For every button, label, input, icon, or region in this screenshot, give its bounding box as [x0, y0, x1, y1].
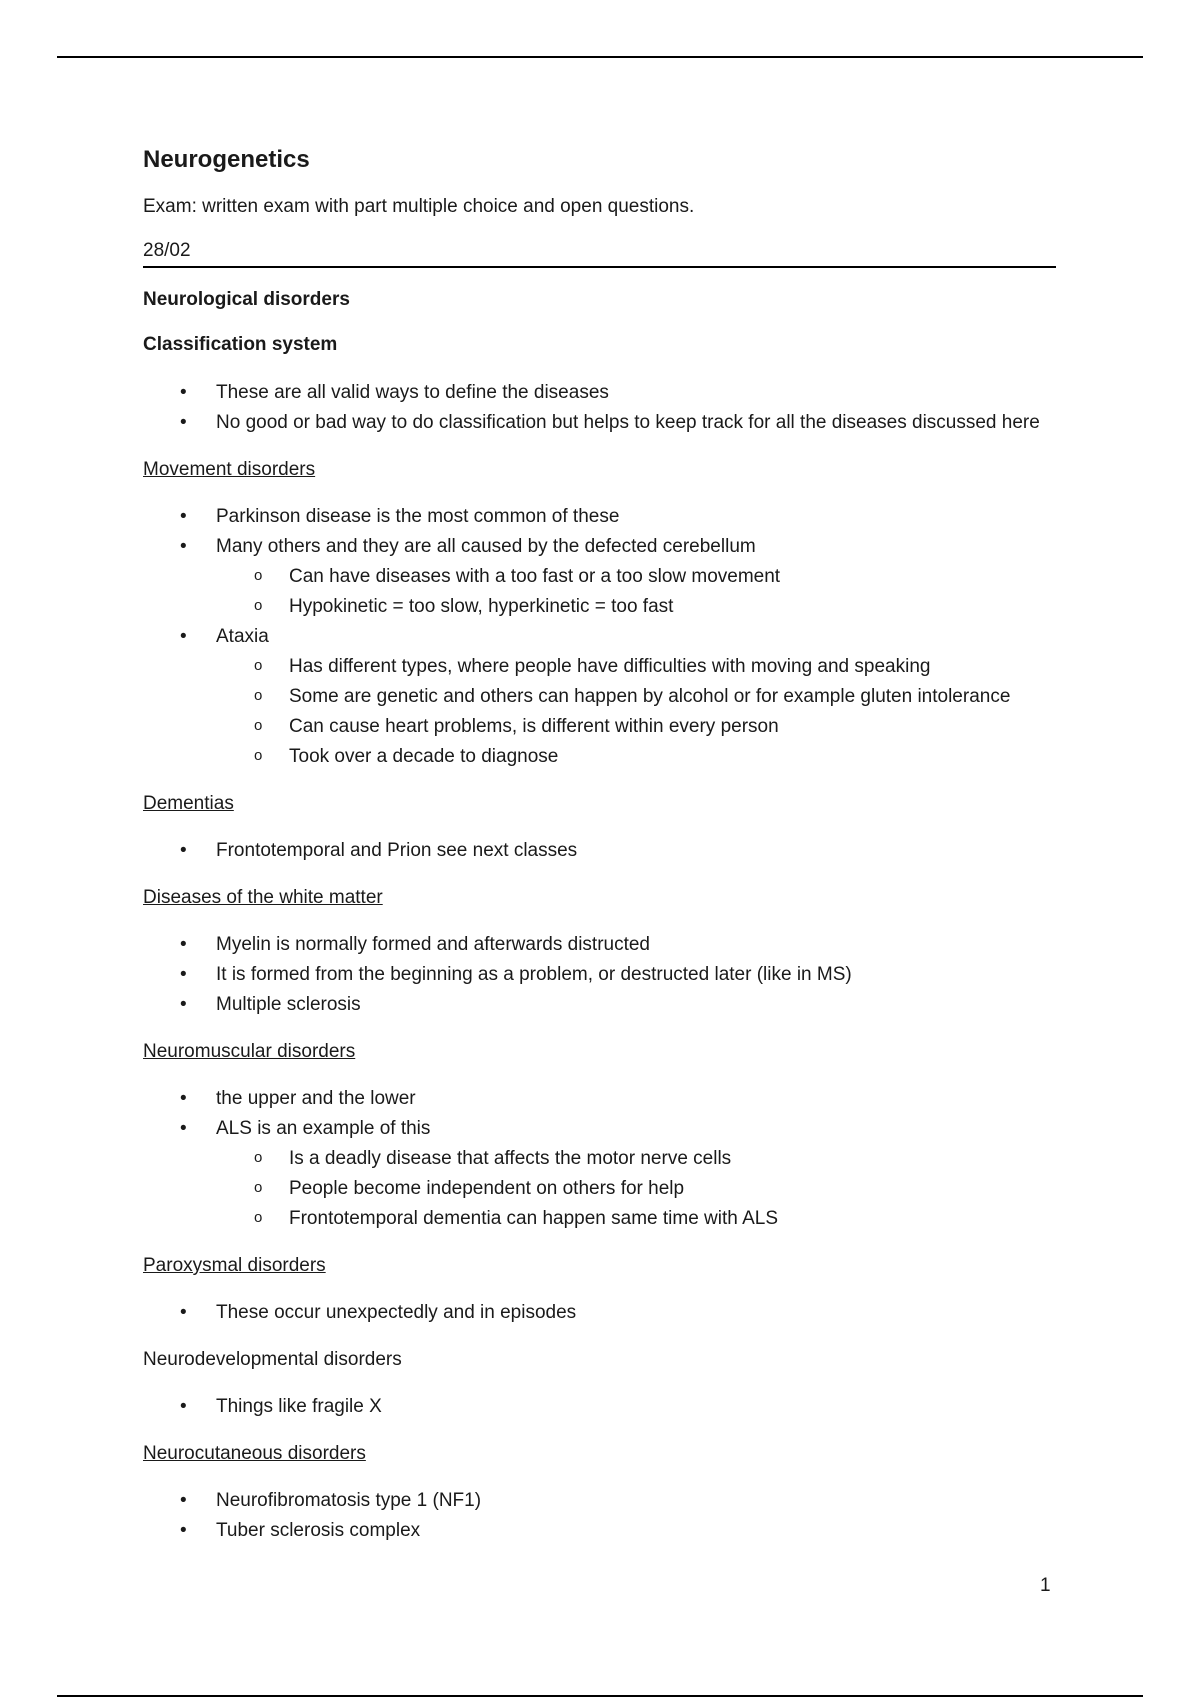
heading-neurodevelopmental: Neurodevelopmental disorders — [143, 1349, 402, 1370]
heading-neurocutaneous: Neurocutaneous disorders — [143, 1443, 366, 1464]
list-item — [143, 532, 1056, 622]
document-page — [143, 140, 1056, 1566]
list-item — [143, 622, 1056, 772]
heading-paroxysmal: Paroxysmal disorders — [143, 1255, 326, 1276]
sublist-item: o People become independent on others for help — [216, 1174, 1056, 1204]
list-item: • These occur unexpectedly and in episodes — [143, 1298, 1056, 1328]
sublist-item: o Can have diseases with a too fast or a too slow movement — [216, 562, 1056, 592]
document-title: Neurogenetics — [143, 146, 310, 173]
list-item: • Myelin is normally formed and afterwards distructed — [143, 930, 1056, 960]
list-item-text: Ataxia — [216, 626, 269, 647]
heading-white-matter: Diseases of the white matter — [143, 887, 383, 908]
header-rule — [57, 56, 1143, 58]
exam-info: Exam: written exam with part multiple choice and open questions. — [143, 196, 695, 217]
list-item: • Neurofibromatosis type 1 (NF1) — [143, 1486, 1056, 1516]
list-item: • It is formed from the beginning as a problem, or destructed later (like in MS) — [143, 960, 1056, 990]
list-item: • Multiple sclerosis — [143, 990, 1056, 1020]
list-item: • Tuber sclerosis complex — [143, 1516, 1056, 1546]
list-item: • These are all valid ways to define the diseases — [143, 378, 1056, 408]
neuromuscular-list — [143, 1084, 1056, 1234]
sublist-item: o Can cause heart problems, is different within every person — [216, 712, 1056, 742]
page-number: 1 — [1040, 1575, 1051, 1596]
heading-classification-system: Classification system — [143, 334, 338, 355]
heading-movement-disorders: Movement disorders — [143, 459, 316, 480]
classification-list — [143, 378, 1056, 438]
heading-dementias: Dementias — [143, 793, 234, 814]
list-item: • Frontotemporal and Prion see next classes — [143, 836, 1056, 866]
sublist-item: o Is a deadly disease that affects the motor nerve cells — [216, 1144, 1056, 1174]
neurocutaneous-list — [143, 1486, 1056, 1546]
sublist — [216, 652, 1056, 772]
dementias-list — [143, 836, 1056, 866]
paroxysmal-list — [143, 1298, 1056, 1328]
sublist-item: o Took over a decade to diagnose — [216, 742, 1056, 772]
white-matter-list — [143, 930, 1056, 1020]
heading-neuromuscular: Neuromuscular disorders — [143, 1041, 356, 1062]
sublist-item: o Frontotemporal dementia can happen same time with ALS — [216, 1204, 1056, 1234]
list-item: • No good or bad way to do classification but helps to keep track for all the diseases discussed here — [143, 408, 1056, 438]
sublist-item: o Some are genetic and others can happen by alcohol or for example gluten intolerance — [216, 682, 1056, 712]
footer-rule — [57, 1695, 1143, 1697]
list-item — [143, 1114, 1056, 1234]
list-item: • the upper and the lower — [143, 1084, 1056, 1114]
movement-list — [143, 502, 1056, 772]
lecture-date: 28/02 — [143, 240, 1056, 268]
section-heading-neurological-disorders: Neurological disorders — [143, 289, 350, 310]
list-item-text: ALS is an example of this — [216, 1118, 431, 1139]
sublist — [216, 562, 1056, 622]
sublist — [216, 1144, 1056, 1234]
list-item: • Things like fragile X — [143, 1392, 1056, 1422]
sublist-item: o Hypokinetic = too slow, hyperkinetic = too fast — [216, 592, 1056, 622]
neurodevelopmental-list — [143, 1392, 1056, 1422]
list-item: • Parkinson disease is the most common of these — [143, 502, 1056, 532]
list-item-text: Many others and they are all caused by the defected cerebellum — [216, 536, 756, 557]
sublist-item: o Has different types, where people have difficulties with moving and speaking — [216, 652, 1056, 682]
